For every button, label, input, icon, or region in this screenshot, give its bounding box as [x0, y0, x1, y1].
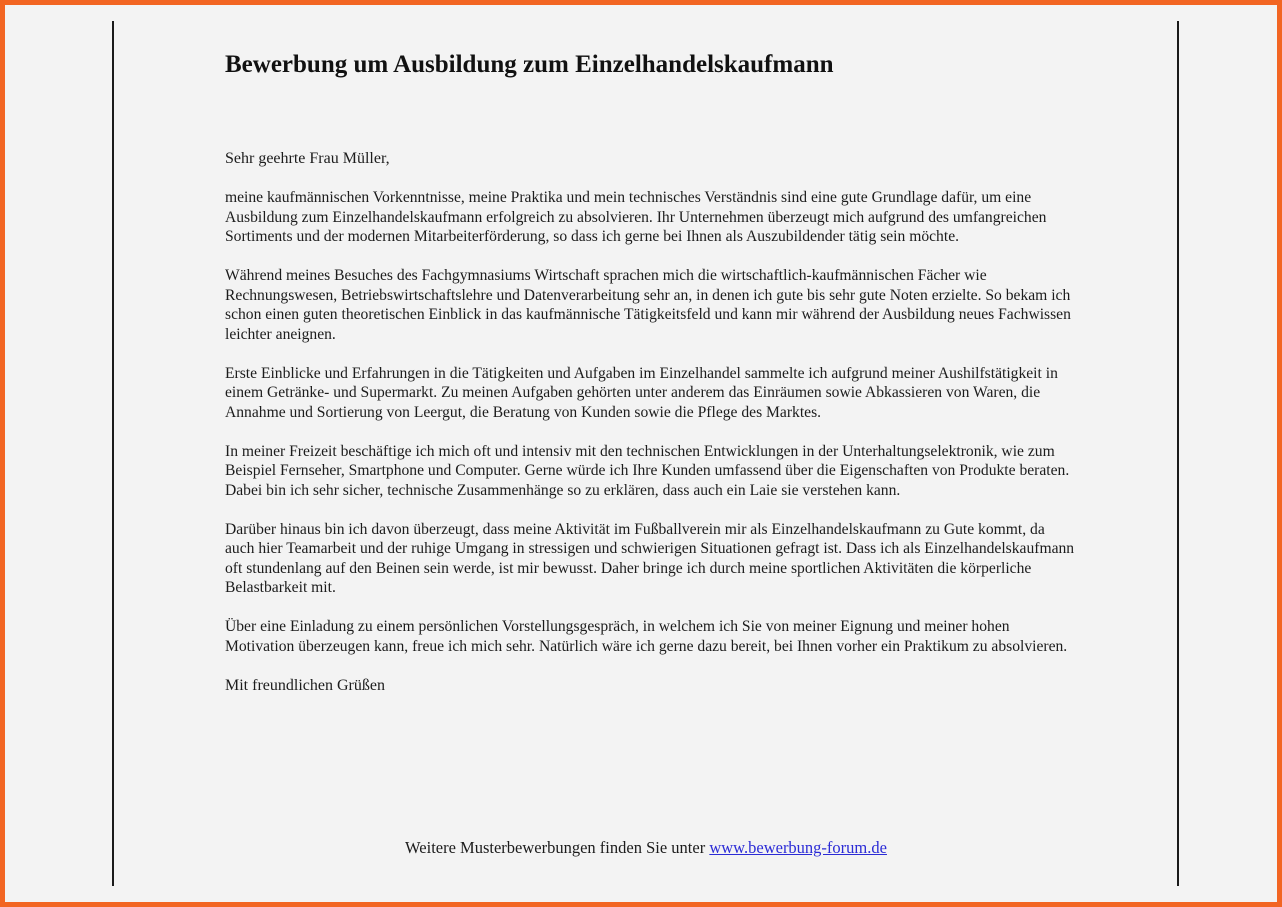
footer-link[interactable]: www.bewerbung-forum.de: [709, 838, 887, 857]
paragraph-4: In meiner Freizeit beschäftige ich mich oft und intensiv mit den technischen Entwicklungen in der Unterhaltungselektronik, wie zum Beispiel Fernseher, Smartphone und Computer. Gerne würde ich Ihre Kunden umfassend über die Eigenschaften von Produkte beraten. Dabei bin ich sehr sicher, technische Zusammenhänge so zu erklären, dass auch ein Laie sie verstehen kann.: [225, 442, 1070, 499]
paragraph-1: meine kaufmännischen Vorkenntnisse, meine Praktika und mein technisches Verständnis sind eine gute Grundlage dafür, um eine Ausbildung zum Einzelhandelskaufmann erfolgreich zu absolvieren. Ihr Unternehmen überzeugt mich aufgrund des umfangreichen Sortiments und der modernen Mitarbeiterförderung, so dass ich gerne bei Ihnen als Auszubildender tätig sein möchte.: [225, 189, 1047, 245]
closing: Mit freundlichen Grüßen: [225, 676, 385, 694]
footer: [5, 837, 1282, 859]
right-margin-rule: [1177, 21, 1179, 886]
left-margin-rule: [112, 21, 114, 886]
paragraph-6: Über eine Einladung zu einem persönlichen Vorstellungsgespräch, in welchem ich Sie von meiner Eignung und meiner hohen Motivation überzeugen kann, freue ich mich sehr. Natürlich wäre ich gerne dazu bereit, bei Ihnen vorher ein Praktikum zu absolvieren.: [225, 618, 1068, 655]
letter-body: [225, 45, 1075, 695]
footer-text: Weitere Musterbewerbungen finden Sie unter: [405, 838, 710, 857]
salutation: Sehr geehrte Frau Müller,: [225, 150, 390, 167]
paragraph-2: Während meines Besuches des Fachgymnasiums Wirtschaft sprachen mich die wirtschaftlich-kaufmännischen Fächer wie Rechnungswesen, Betriebswirtschaftslehre und Datenverarbeitung sehr an, in denen ich gute bis sehr gute Noten erzielte. So bekam ich schon einen guten theoretischen Einblick in das kaufmännische Tätigkeitsfeld und kann mir während der Ausbildung neues Fachwissen leichter aneignen.: [225, 267, 1071, 343]
paragraph-3: Erste Einblicke und Erfahrungen in die Tätigkeiten und Aufgaben im Einzelhandel sammelte ich aufgrund meiner Aushilfstätigkeit in einem Getränke- und Supermarkt. Zu meinen Aufgaben gehörten unter anderem das Einräumen sowie Abkassieren von Waren, die Annahme und Sortierung von Leergut, die Beratung von Kunden sowie die Pflege des Marktes.: [225, 364, 1058, 421]
letter-title: Bewerbung um Ausbildung zum Einzelhandelskaufmann: [225, 51, 834, 78]
paragraph-5: Darüber hinaus bin ich davon überzeugt, dass meine Aktivität im Fußballverein mir als Einzelhandelskaufmann zu Gute kommt, da auch hier Teamarbeit und der ruhige Umgang in stressigen und schwierigen Situationen gefragt ist. Dass ich als Einzelhandelskaufmann oft stundenlang auf den Beinen sein werde, ist mir bewusst. Daher bringe ich durch meine sportlichen Aktivitäten die körperliche Belastbarkeit mit.: [225, 520, 1075, 596]
